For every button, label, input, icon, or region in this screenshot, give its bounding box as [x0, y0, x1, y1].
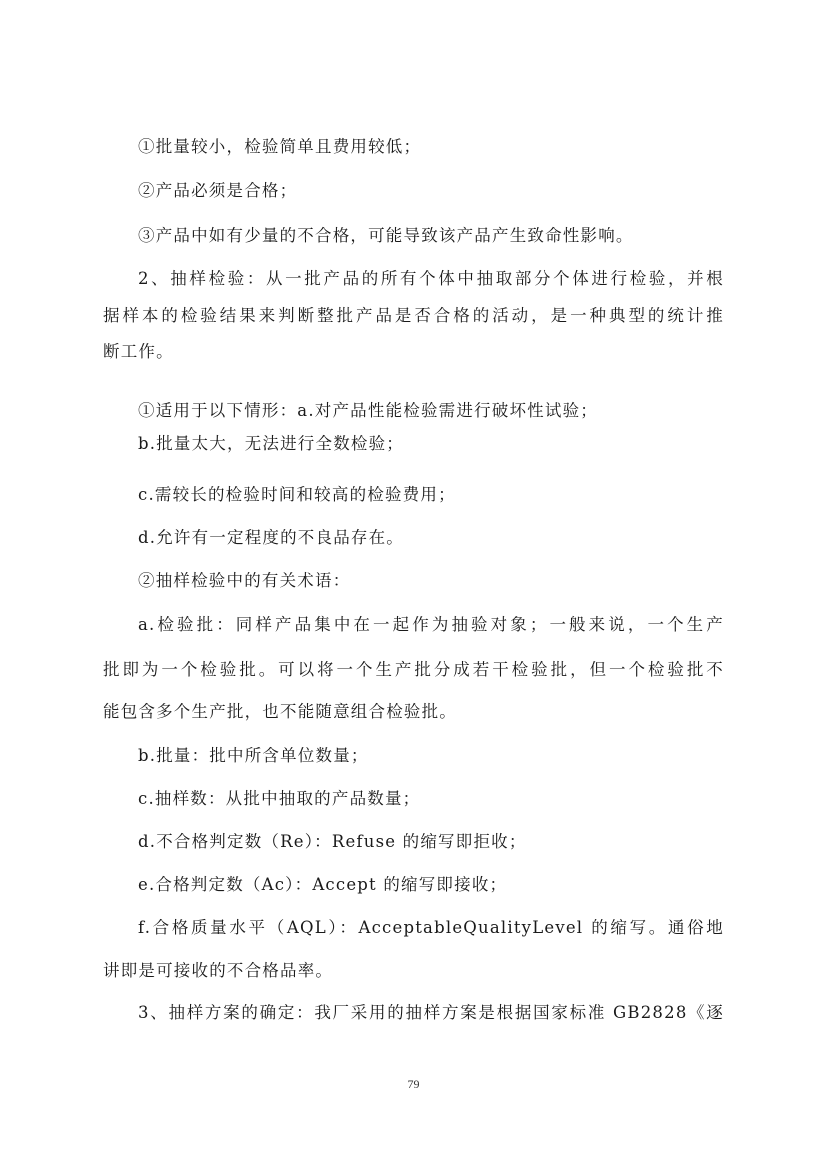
page-number: 79 — [407, 1077, 420, 1091]
